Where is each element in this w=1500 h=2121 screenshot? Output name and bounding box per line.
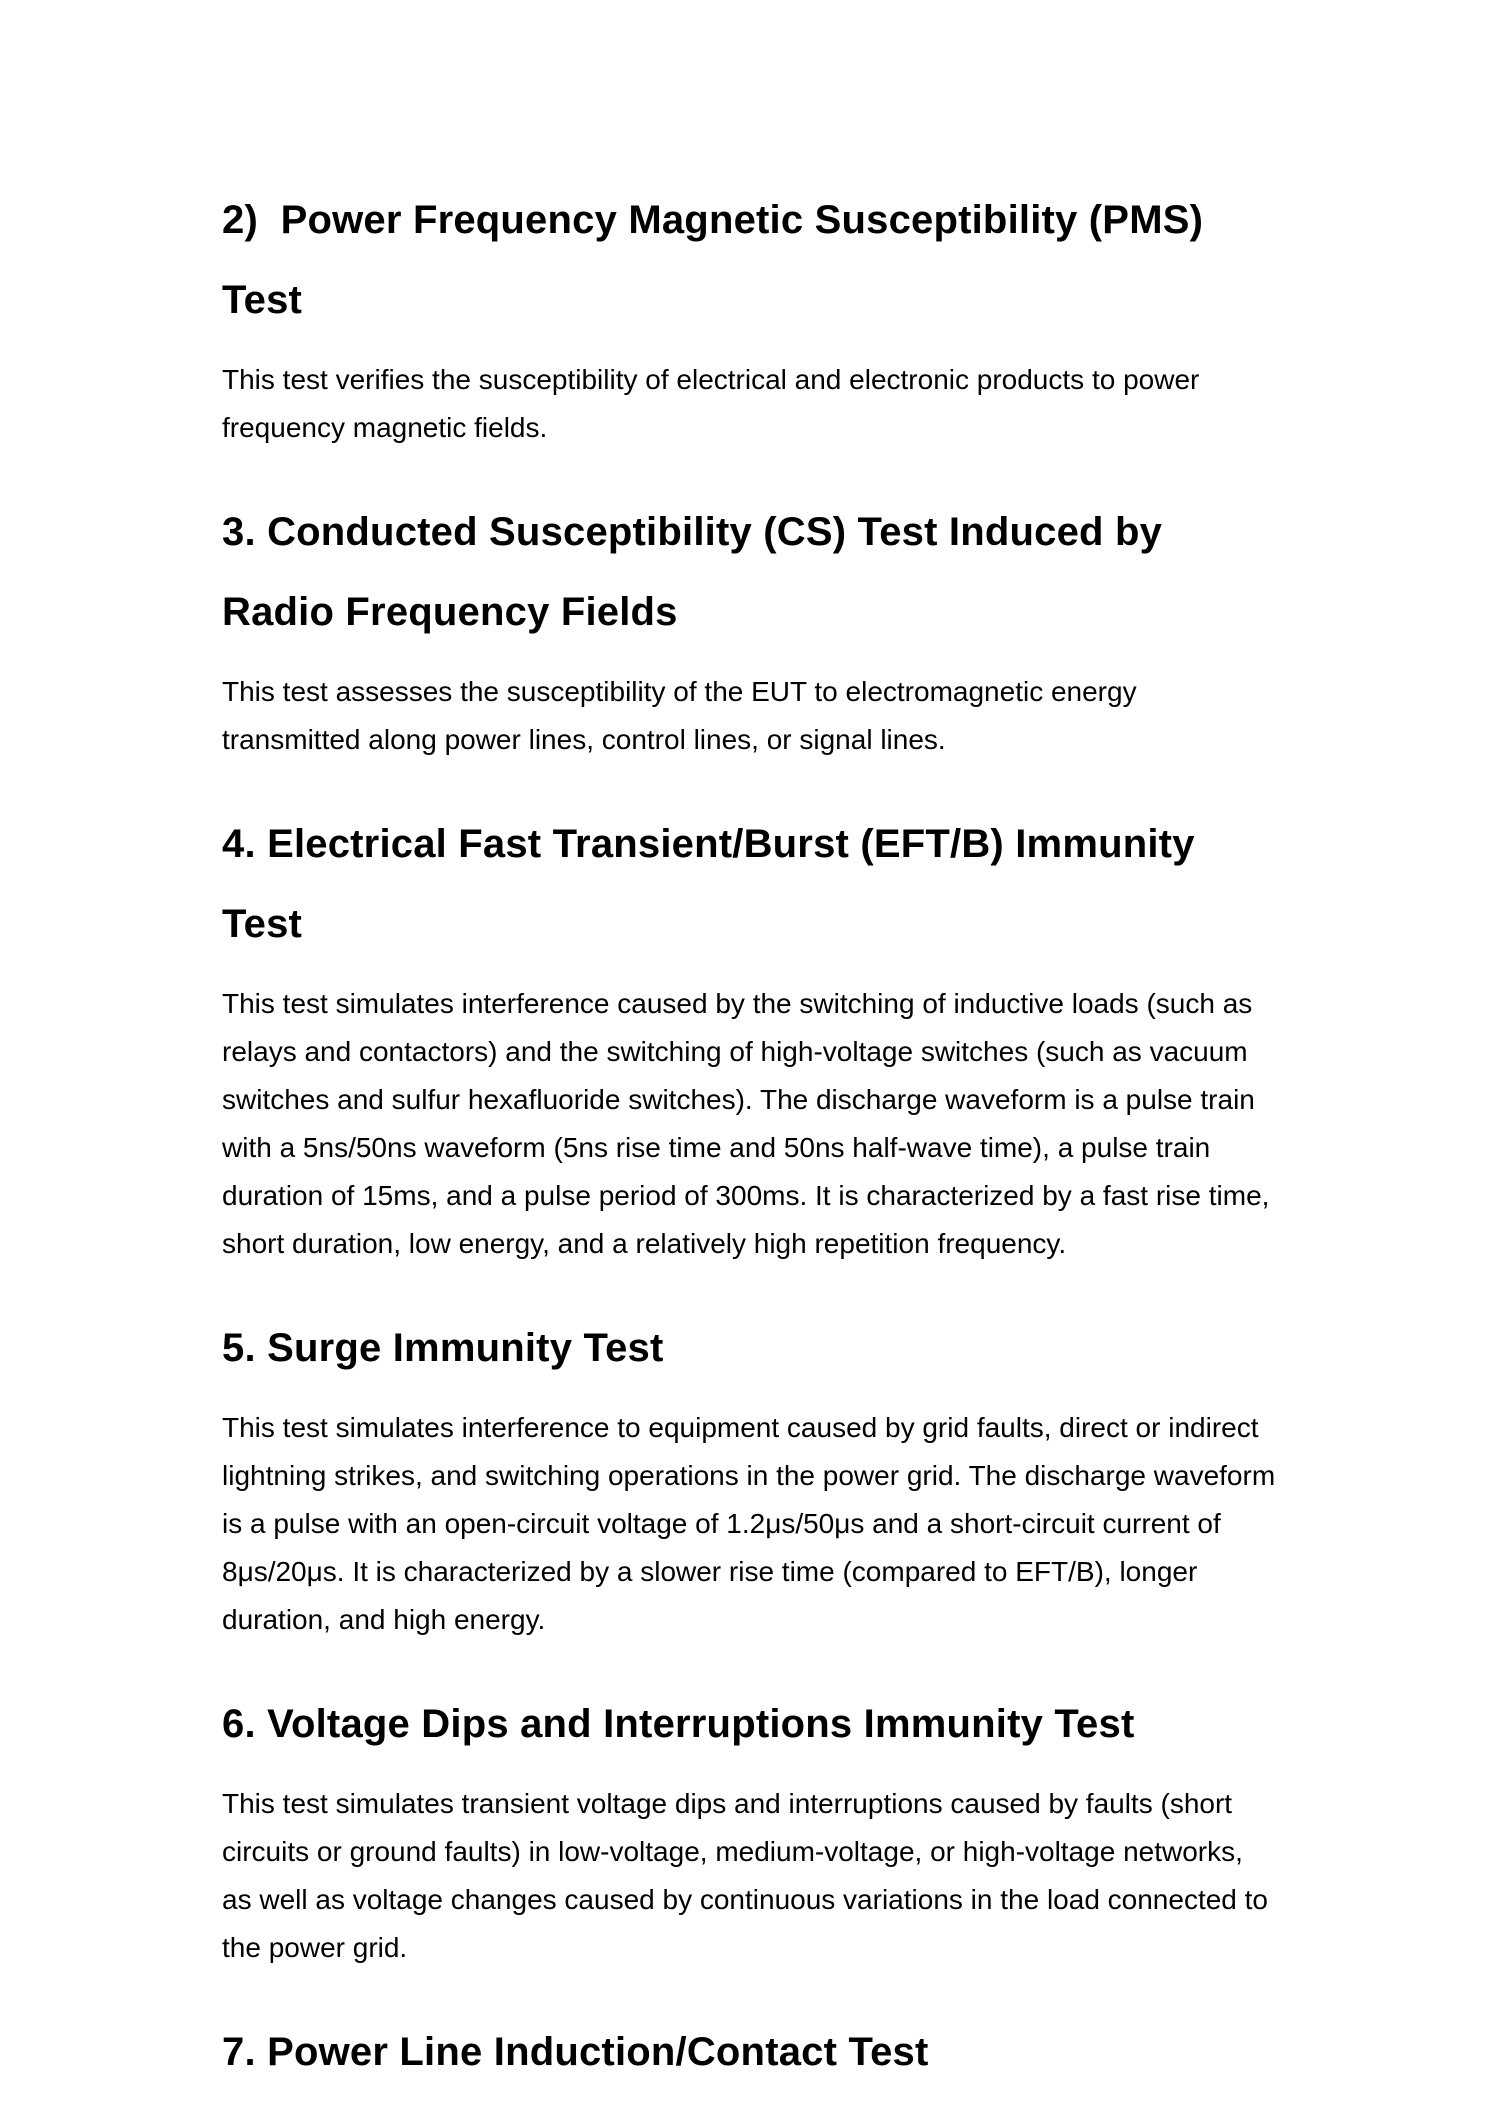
section-voltage-dips: [222, 1684, 1280, 1972]
section-paragraph: This test simulates interference to equipment caused by grid faults, direct or indirect lightning strikes, and switching operations in the power grid. The discharge waveform is a pulse with an open-circuit voltage of 1.2μs/50μs and a short-circuit current of 8μs/20μs. It is characterized by a slower rise time (compared to EFT/B), longer duration, and high energy.: [222, 1412, 1276, 1635]
section-heading: 4. Electrical Fast Transient/Burst (EFT/B) Immunity Test: [222, 822, 1195, 946]
section-heading: 6. Voltage Dips and Interruptions Immunity Test: [222, 1702, 1135, 1746]
section-surge-immunity: [222, 1308, 1280, 1644]
section-eftb-immunity: [222, 804, 1280, 1268]
section-paragraph: This test assesses the susceptibility of the EUT to electromagnetic energy transmitted along power lines, control lines, or signal lines.: [222, 676, 1137, 755]
section-heading: 7. Power Line Induction/Contact Test: [222, 2030, 929, 2074]
section-heading: 3. Conducted Susceptibility (CS) Test Induced by Radio Frequency Fields: [222, 510, 1163, 634]
section-paragraph: This test simulates transient voltage dips and interruptions caused by faults (short circuits or ground faults) in low-voltage, medium-voltage, or high-voltage networks, as well as voltage changes caused by continuous variations in the load connected to the power grid.: [222, 1788, 1269, 1963]
section-paragraph: This test verifies the susceptibility of electrical and electronic products to power frequency magnetic fields.: [222, 364, 1200, 443]
section-conducted-susceptibility: [222, 492, 1280, 764]
section-paragraph: This test simulates interference caused by the switching of inductive loads (such as relays and contactors) and the switching of high-voltage switches (such as vacuum switches and sulfur hexafluoride switches). The discharge waveform is a pulse train with a 5ns/50ns waveform (5ns rise time and 50ns half-wave time), a pulse train duration of 15ms, and a pulse period of 300ms. It is characterized by a fast rise time, short duration, low energy, and a relatively high repetition frequency.: [222, 988, 1270, 1259]
section-pms-test: [222, 180, 1280, 452]
section-power-line-induction: [222, 2012, 1280, 2092]
section-heading: 5. Surge Immunity Test: [222, 1326, 664, 1370]
section-heading: 2) Power Frequency Magnetic Susceptibility (PMS) Test: [222, 198, 1204, 322]
